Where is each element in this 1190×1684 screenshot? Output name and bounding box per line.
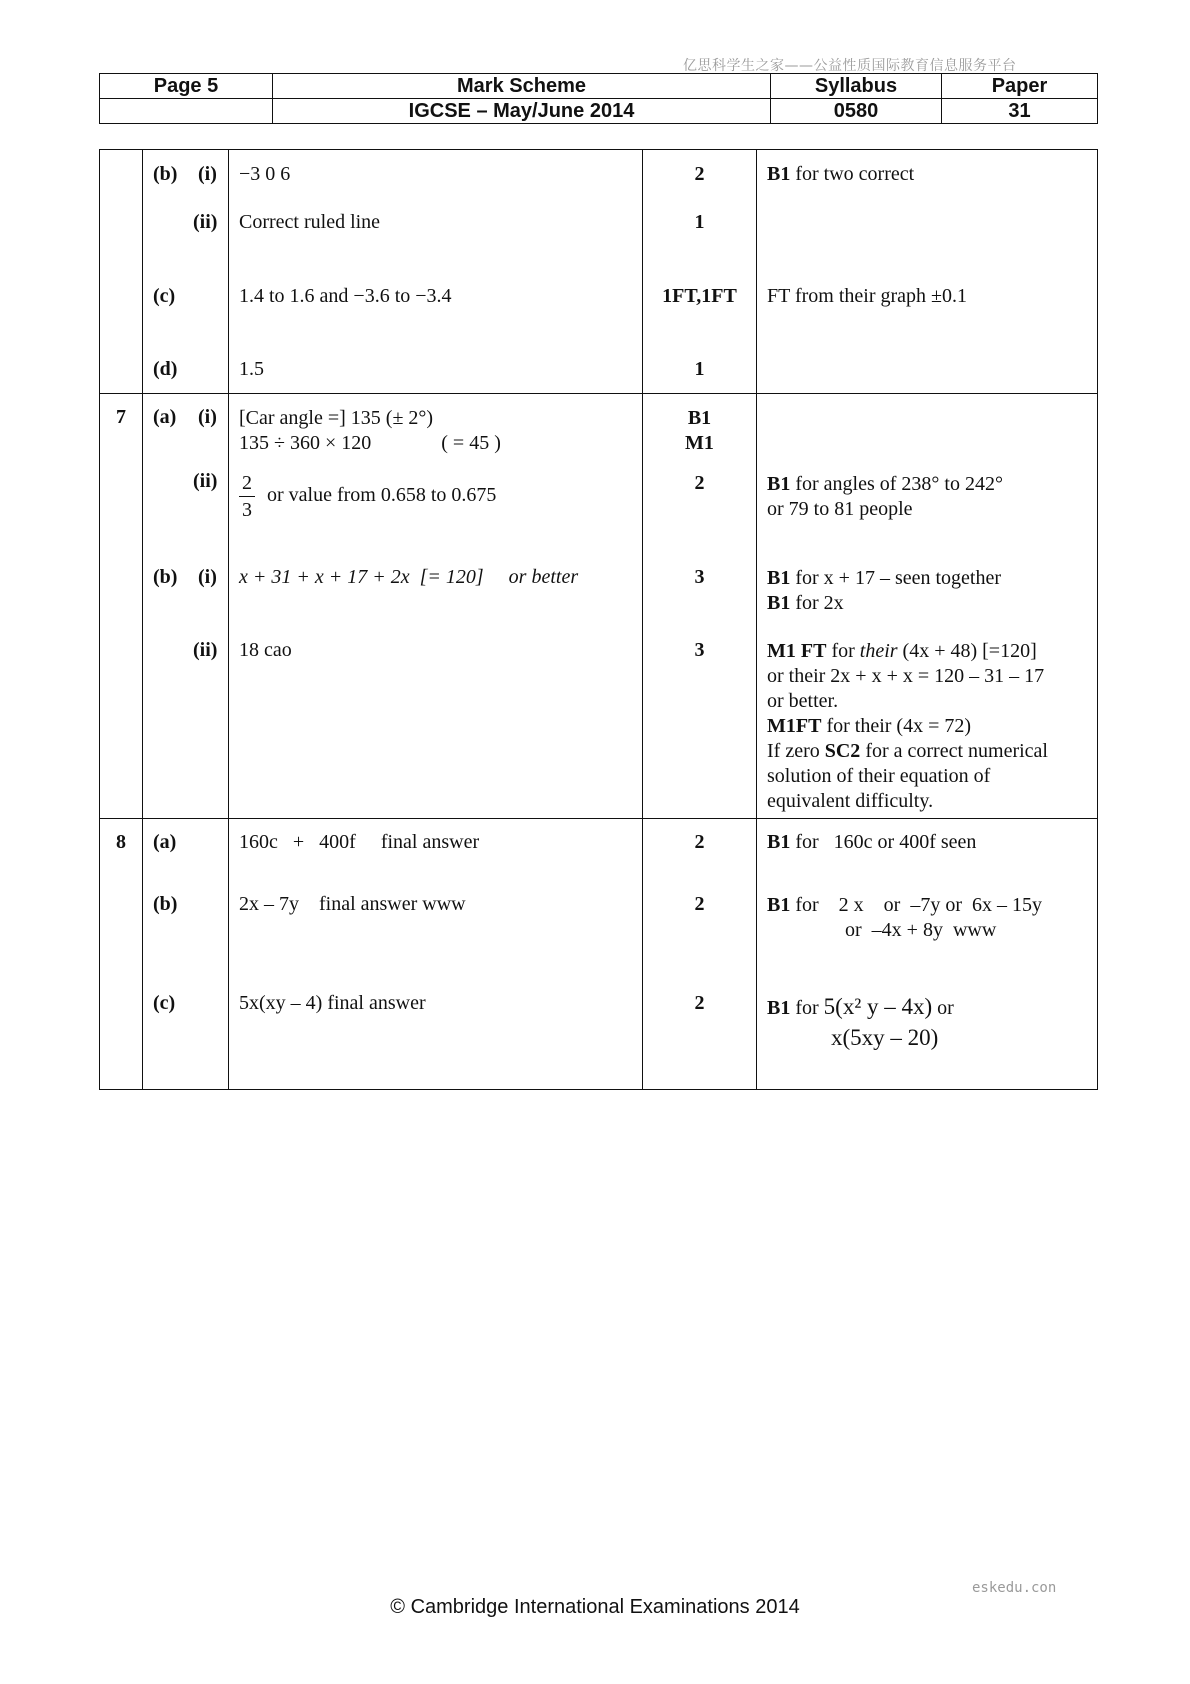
part-label: (b): [153, 163, 178, 185]
notes-cell: B1 for 160c or 400f seen: [757, 819, 1098, 893]
mark-cell: 1: [643, 199, 757, 273]
answer-cell: [Car angle =] 135 (± 2°) 135 ÷ 360 × 120 ( = 45 ): [229, 394, 643, 467]
mark-cell: 2: [643, 893, 757, 992]
answer-cell: Correct ruled line: [229, 199, 643, 273]
answer-cell: $\frac{2}{3}$ or value from 0.658 to 0.675: [229, 467, 643, 566]
mark-cell: 2: [643, 819, 757, 893]
header-table: [99, 73, 1098, 124]
table-row: [100, 394, 1098, 467]
page-label: Page 5: [100, 74, 273, 99]
subpart-label: (i): [198, 406, 217, 428]
answer-cell: 160c + 400f final answer: [229, 819, 643, 893]
notes-cell: B1 for 2 x or –7y or 6x – 15y or –4x + 8y www: [757, 893, 1098, 992]
table-row: [100, 273, 1098, 347]
syllabus-code: 0580: [771, 99, 942, 124]
mark-cell: 2: [643, 992, 757, 1090]
answer-cell: 5x(xy – 4) final answer: [229, 992, 643, 1090]
subpart-label: (ii): [193, 210, 218, 233]
answer-cell: 1.5: [229, 347, 643, 394]
part-label: (c): [153, 991, 176, 1014]
subpart-label: (ii): [193, 469, 218, 492]
answer-cell: x + 31 + x + 17 + 2x [= 120] or better: [229, 566, 643, 639]
table-row: [100, 199, 1098, 273]
mark-cell: 2: [643, 467, 757, 566]
watermark-top: 亿思科学生之家——公益性质国际教育信息服务平台: [683, 58, 1017, 74]
subpart-label: (i): [198, 163, 217, 185]
answer-cell: 1.4 to 1.6 and −3.6 to −3.4: [229, 273, 643, 347]
document-title: Mark Scheme: [273, 74, 771, 99]
header-blank: [100, 99, 273, 124]
notes-cell: B1 for angles of 238° to 242° or 79 to 81 people: [757, 467, 1098, 566]
table-row: [100, 566, 1098, 639]
notes-cell: B1 for two correct: [757, 150, 1098, 199]
part-label: (d): [153, 357, 178, 380]
mark-cell: B1 M1: [643, 394, 757, 467]
part-label: (b): [153, 565, 178, 588]
fraction: $\frac{2}{3}$: [239, 470, 255, 523]
notes-cell: FT from their graph ±0.1: [757, 273, 1098, 347]
paper-number: 31: [942, 99, 1098, 124]
part-label: (c): [153, 284, 176, 307]
copyright-footer: © Cambridge International Examinations 2014: [390, 1596, 800, 1618]
part-label: (a): [153, 406, 177, 428]
table-row: [100, 467, 1098, 566]
notes-cell: B1 for x + 17 – seen together B1 for 2x: [757, 566, 1098, 639]
exam-session: IGCSE – May/June 2014: [273, 99, 771, 124]
notes-cell: B1 for 5(x² y – 4x) or x(5xy – 20): [757, 992, 1098, 1090]
table-row: [100, 819, 1098, 893]
math-expression: 5(x² y – 4x): [823, 993, 933, 1019]
table-row: [100, 992, 1098, 1090]
mark-cell: 3: [643, 639, 757, 819]
mark-scheme-table: [99, 149, 1098, 1090]
table-row: [100, 150, 1098, 199]
subpart-label: (ii): [193, 638, 218, 661]
mark-cell: 2: [643, 150, 757, 199]
paper-label: Paper: [942, 74, 1098, 99]
math-expression: x(5xy – 20): [831, 1024, 939, 1050]
answer-cell: 2x – 7y final answer www: [229, 893, 643, 992]
watermark-bottom: eskedu.con: [972, 1580, 1057, 1596]
table-row: [100, 347, 1098, 394]
mark-cell: 1FT,1FT: [643, 273, 757, 347]
mark-cell: 1: [643, 347, 757, 394]
table-row: [100, 639, 1098, 819]
question-number: 8: [100, 819, 143, 893]
question-number: 7: [100, 394, 143, 467]
answer-cell: −3 0 6: [229, 150, 643, 199]
mark-cell: 3: [643, 566, 757, 639]
notes-cell: M1 FT for their (4x + 48) [=120] or their 2x + x + x = 120 – 31 – 17 or better. M1FT for their (4x = 72) If zero SC2 for a correct numerical solution of their equation of equivalent difficulty.: [757, 639, 1098, 819]
subpart-label: (i): [198, 565, 217, 588]
syllabus-label: Syllabus: [771, 74, 942, 99]
part-label: (a): [153, 831, 177, 853]
answer-cell: 18 cao: [229, 639, 643, 819]
table-row: [100, 893, 1098, 992]
part-label: (b): [153, 892, 178, 915]
